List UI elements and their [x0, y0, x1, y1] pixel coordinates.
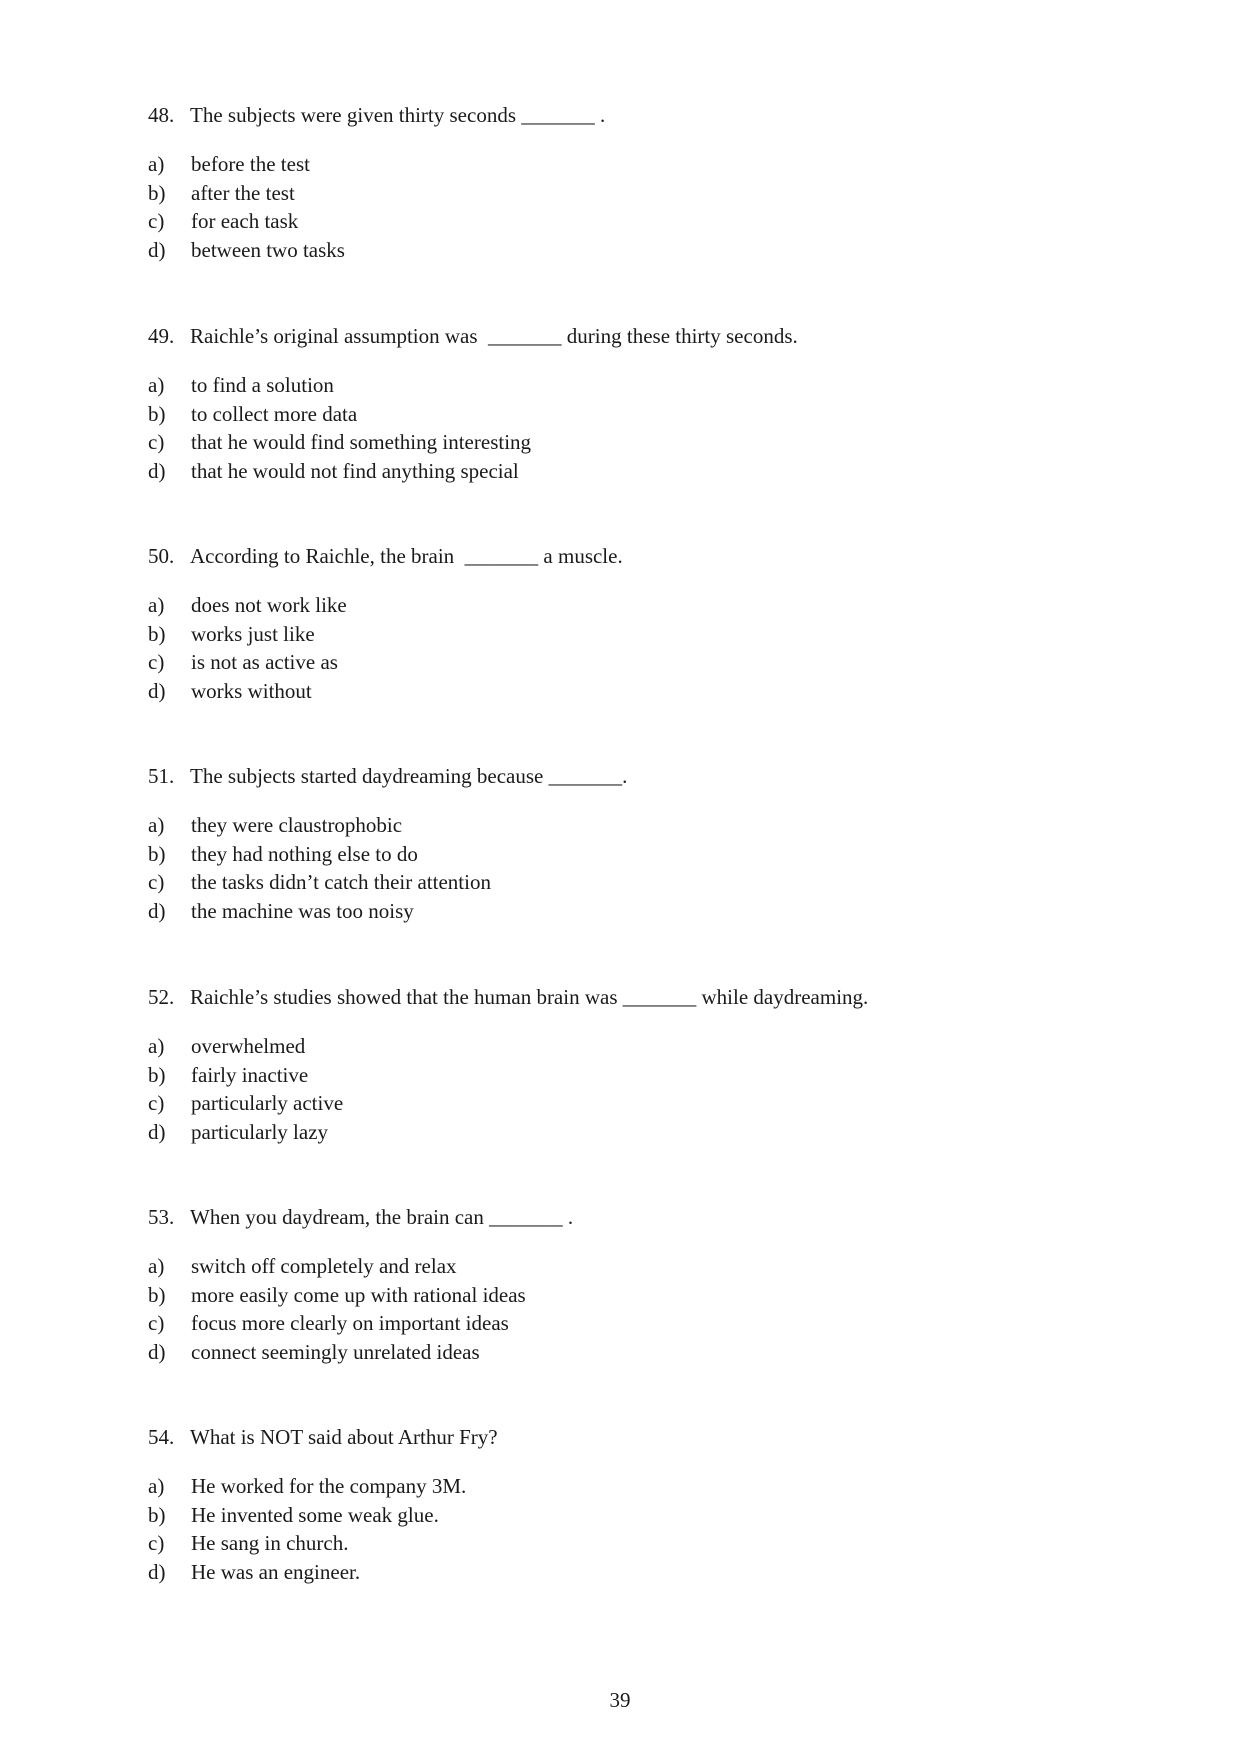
- option-b: [148, 1501, 1148, 1530]
- option-d: [148, 236, 1148, 265]
- question-stem: [148, 984, 1148, 1010]
- option-text: before the test: [191, 152, 310, 176]
- question-text: When you daydream, the brain can _______ .: [190, 1205, 574, 1229]
- question-stem: [148, 543, 1148, 569]
- option-text: that he would not find anything special: [191, 458, 519, 483]
- option-letter: a): [148, 813, 165, 837]
- option-text: they had nothing else to do: [191, 841, 418, 866]
- question-number: 52.: [148, 985, 175, 1009]
- option-text: is not as active as: [191, 650, 338, 675]
- options-list: [148, 1032, 1148, 1146]
- option-d: [148, 457, 1148, 486]
- option-text: to collect more data: [191, 401, 358, 426]
- option-text: particularly lazy: [191, 1119, 329, 1144]
- question-number: 50.: [148, 544, 175, 568]
- option-letter: c): [148, 1091, 165, 1116]
- option-a: [148, 1032, 1148, 1061]
- option-b: [148, 620, 1148, 649]
- option-text: they were claustrophobic: [191, 813, 403, 837]
- option-a: [148, 1472, 1148, 1501]
- option-letter: a): [148, 1034, 165, 1058]
- option-letter: c): [148, 870, 165, 895]
- option-text: fairly inactive: [191, 1062, 309, 1087]
- option-letter: a): [148, 1254, 165, 1278]
- option-text: to find a solution: [191, 373, 334, 397]
- option-text: the tasks didn’t catch their attention: [191, 870, 491, 895]
- option-c: [148, 207, 1148, 236]
- option-letter: b): [148, 621, 166, 646]
- option-letter: a): [148, 1474, 165, 1498]
- option-text: works just like: [191, 621, 315, 646]
- question-stem: [148, 323, 1148, 349]
- option-d: [148, 1338, 1148, 1367]
- option-letter: c): [148, 1311, 165, 1336]
- option-text: the machine was too noisy: [191, 898, 414, 923]
- option-a: [148, 1252, 1148, 1281]
- option-text: after the test: [191, 180, 295, 205]
- option-c: [148, 428, 1148, 457]
- question-text: According to Raichle, the brain _______ a muscle.: [190, 544, 623, 568]
- option-letter: d): [148, 1119, 166, 1144]
- options-list: [148, 1472, 1148, 1586]
- option-text: does not work like: [191, 593, 347, 617]
- option-letter: d): [148, 458, 166, 483]
- question-52: [148, 984, 1148, 1146]
- option-letter: d): [148, 1559, 166, 1584]
- option-letter: b): [148, 1282, 166, 1307]
- option-d: [148, 677, 1148, 706]
- question-number: 48.: [148, 103, 175, 127]
- option-letter: b): [148, 180, 166, 205]
- option-c: [148, 1529, 1148, 1558]
- option-letter: a): [148, 373, 165, 397]
- option-letter: c): [148, 1531, 165, 1556]
- option-d: [148, 1118, 1148, 1147]
- options-list: [148, 150, 1148, 264]
- option-b: [148, 400, 1148, 429]
- options-list: [148, 371, 1148, 485]
- option-letter: c): [148, 430, 165, 455]
- option-text: that he would find something interesting: [191, 430, 532, 455]
- question-stem: [148, 1204, 1148, 1230]
- question-number: 53.: [148, 1205, 175, 1229]
- option-text: between two tasks: [191, 237, 345, 262]
- option-d: [148, 897, 1148, 926]
- option-letter: a): [148, 152, 165, 176]
- option-letter: b): [148, 401, 166, 426]
- option-c: [148, 868, 1148, 897]
- question-text: What is NOT said about Arthur Fry?: [190, 1425, 498, 1449]
- option-b: [148, 840, 1148, 869]
- question-number: 54.: [148, 1425, 175, 1449]
- options-list: [148, 1252, 1148, 1366]
- option-letter: d): [148, 898, 166, 923]
- option-letter: b): [148, 1062, 166, 1087]
- question-text: The subjects were given thirty seconds _______ .: [190, 103, 606, 127]
- option-b: [148, 1061, 1148, 1090]
- option-text: He invented some weak glue.: [191, 1502, 439, 1527]
- option-letter: b): [148, 1502, 166, 1527]
- option-text: focus more clearly on important ideas: [191, 1311, 509, 1336]
- question-stem: [148, 1424, 1148, 1450]
- option-text: He worked for the company 3M.: [191, 1474, 467, 1498]
- option-text: works without: [191, 678, 312, 703]
- question-text: Raichle’s studies showed that the human brain was _______ while daydreaming.: [190, 985, 869, 1009]
- option-d: [148, 1558, 1148, 1587]
- page-number: 39: [609, 1688, 631, 1712]
- question-text: Raichle’s original assumption was _______ during these thirty seconds.: [190, 324, 798, 348]
- question-number: 49.: [148, 324, 175, 348]
- option-b: [148, 179, 1148, 208]
- option-c: [148, 1089, 1148, 1118]
- option-letter: c): [148, 209, 165, 234]
- question-text: The subjects started daydreaming because _______.: [190, 764, 628, 788]
- option-text: for each task: [191, 209, 299, 234]
- options-list: [148, 811, 1148, 925]
- question-50: [148, 543, 1148, 705]
- question-stem: [148, 763, 1148, 789]
- question-54: [148, 1424, 1148, 1586]
- option-letter: b): [148, 841, 166, 866]
- question-48: [148, 102, 1148, 264]
- question-49: [148, 323, 1148, 485]
- option-letter: d): [148, 1339, 166, 1364]
- option-a: [148, 371, 1148, 400]
- option-a: [148, 591, 1148, 620]
- option-text: more easily come up with rational ideas: [191, 1282, 526, 1307]
- option-c: [148, 1309, 1148, 1338]
- option-text: He sang in church.: [191, 1531, 349, 1556]
- option-letter: c): [148, 650, 165, 675]
- option-text: connect seemingly unrelated ideas: [191, 1339, 480, 1364]
- option-letter: d): [148, 678, 166, 703]
- option-text: particularly active: [191, 1091, 344, 1116]
- option-a: [148, 811, 1148, 840]
- option-text: switch off completely and relax: [191, 1254, 457, 1278]
- option-b: [148, 1281, 1148, 1310]
- option-a: [148, 150, 1148, 179]
- question-53: [148, 1204, 1148, 1366]
- options-list: [148, 591, 1148, 705]
- option-text: overwhelmed: [191, 1034, 306, 1058]
- question-number: 51.: [148, 764, 175, 788]
- option-letter: a): [148, 593, 165, 617]
- option-c: [148, 648, 1148, 677]
- question-51: [148, 763, 1148, 925]
- question-stem: [148, 102, 1148, 128]
- option-letter: d): [148, 237, 166, 262]
- option-text: He was an engineer.: [191, 1559, 361, 1584]
